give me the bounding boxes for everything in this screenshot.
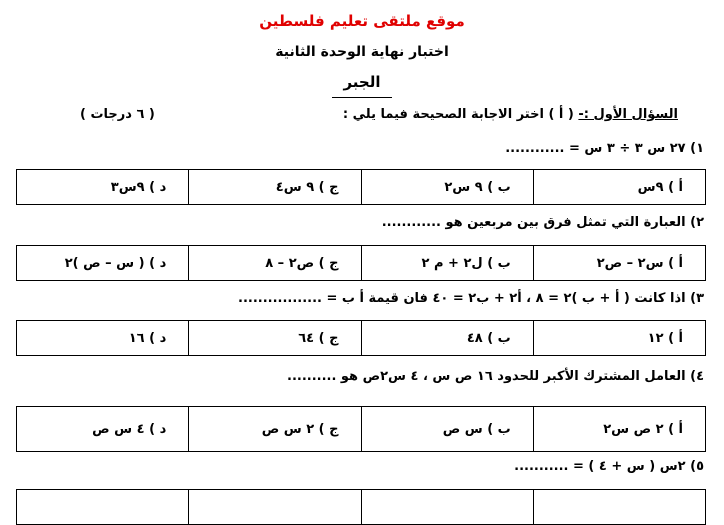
question-2: ٢) العبارة التي تمثل فرق بين مربعين هو ............	[381, 215, 704, 230]
subject-title: الجبر	[343, 73, 381, 91]
option-c[interactable]: ج ) ٢ س ص	[188, 407, 360, 451]
option-a[interactable]: أ ) ١٢	[533, 321, 705, 355]
option-c[interactable]: ج ) ٦٤	[188, 321, 360, 355]
exam-title: اختبار نهاية الوحدة الثانية	[275, 44, 449, 60]
section-grades: ( ٦ درجات )	[80, 107, 155, 122]
option-a[interactable]: أ ) ٢ ص س٢	[533, 407, 705, 451]
option-d[interactable]	[17, 490, 188, 524]
options-row-3	[16, 320, 706, 356]
option-d[interactable]: د ) ٩س٣	[110, 179, 167, 195]
option-b[interactable]: ب ) ٩ س٢	[361, 170, 533, 204]
option-c[interactable]	[188, 490, 360, 524]
option-d[interactable]: د ) ٤ س ص	[92, 421, 167, 437]
question-3: ٣) اذا كانت ( أ + ب )٢ = ٨ ، أ٢ + ب٢ = ٤٠ فان قيمة أ ب = .................	[238, 291, 704, 306]
question-1: ١) ٢٧ س ٣ ÷ ٣ س = ............	[505, 141, 704, 156]
section-title	[343, 107, 678, 122]
options-row-1	[16, 169, 706, 205]
options-row-2	[16, 245, 706, 281]
option-a[interactable]: أ ) س٢ – ص٢	[533, 246, 705, 280]
option-b[interactable]	[361, 490, 533, 524]
option-b[interactable]: ب ) ٤٨	[361, 321, 533, 355]
option-a[interactable]	[533, 490, 705, 524]
site-title: موقع ملتقى تعليم فلسطين	[259, 12, 465, 30]
option-c[interactable]: ج ) ٩ س٤	[188, 170, 360, 204]
option-c[interactable]: ج ) ص٢ – ٨	[188, 246, 360, 280]
section-instruction: ( أ ) اختر الاجابة الصحيحة فيما يلي :	[342, 107, 579, 122]
option-a[interactable]: أ ) ٩س	[533, 170, 705, 204]
options-row-5	[16, 489, 706, 525]
option-d[interactable]: د ) ( س – ص )٢	[64, 255, 167, 271]
option-b[interactable]: ب ) ل٢ + م ٢	[361, 246, 533, 280]
option-b[interactable]: ب ) س ص	[361, 407, 533, 451]
options-row-4	[16, 406, 706, 452]
option-d[interactable]: د ) ١٦	[128, 330, 167, 346]
section-label: السؤال الأول :-	[578, 107, 678, 122]
question-4: ٤) العامل المشترك الأكبر للحدود ١٦ ص س ، ٤ س٢ص هو ..........	[287, 369, 704, 384]
question-5: ٥) ٢س ( س + ٤ ) = ...........	[514, 459, 704, 474]
subject-underline	[332, 97, 392, 98]
